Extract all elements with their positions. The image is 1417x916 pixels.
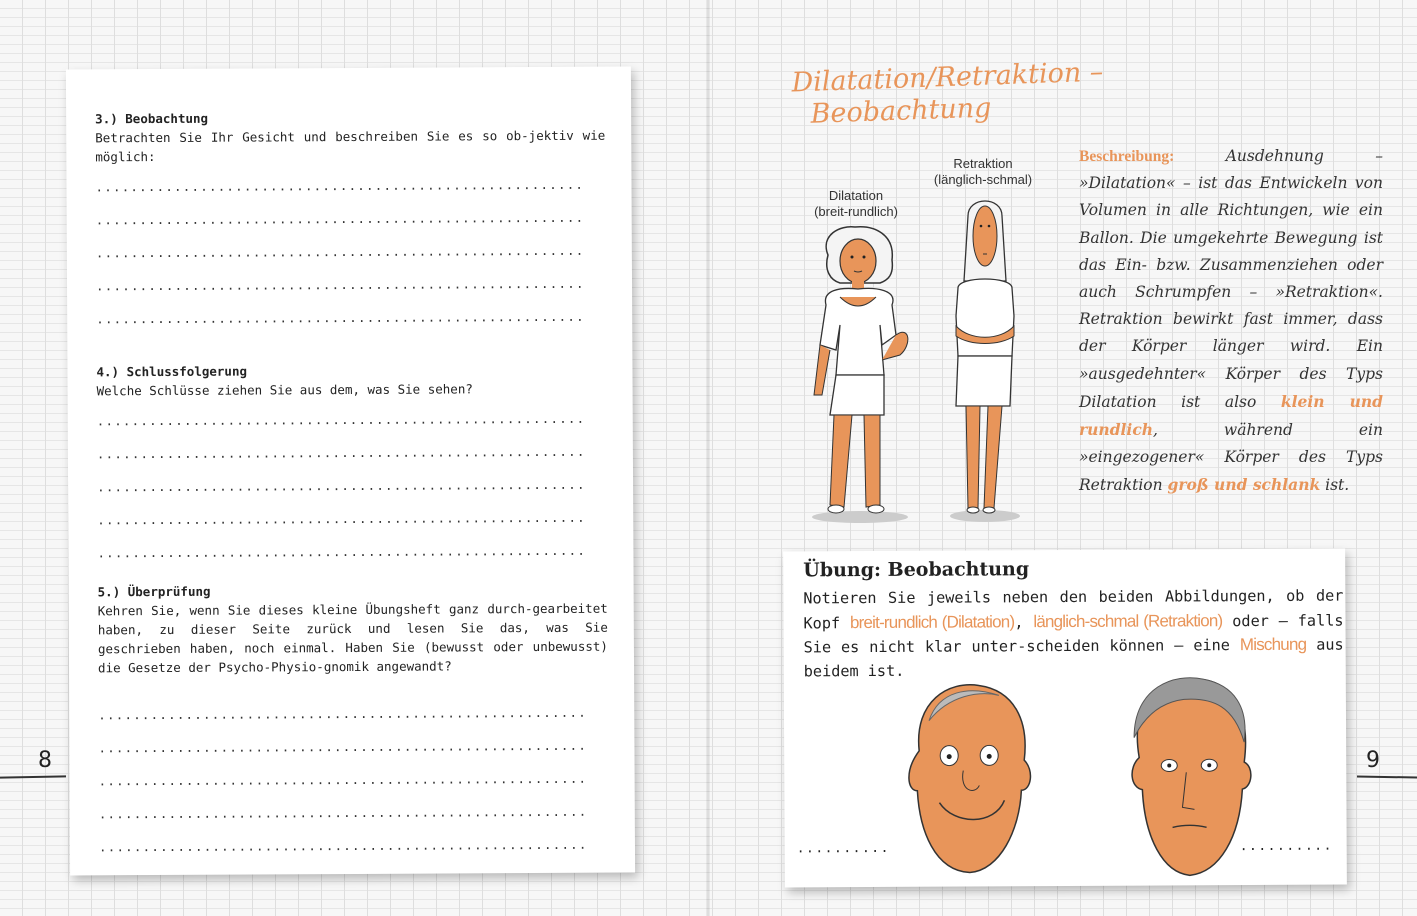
answer-line[interactable]: ........................................................ xyxy=(97,509,586,528)
label-line: (breit-rundlich) xyxy=(814,204,898,219)
exercise-highlight: länglich-schmal (Retraktion) xyxy=(1033,610,1223,631)
exercise-text: , xyxy=(1014,612,1034,631)
exercise-text: aus beidem ist. xyxy=(803,635,1344,680)
section-body: Betrachten Sie Ihr Gesicht und beschreiben Sie es so ob-jektiv wie möglich: xyxy=(95,127,606,165)
page-title xyxy=(791,57,1105,132)
worksheet-paper xyxy=(66,67,635,876)
answer-line[interactable]: ........................................................ xyxy=(98,704,587,723)
long-face-illustration xyxy=(1124,677,1255,883)
description-text: , während ein »eingezogener« Körper des Typs Retraktion xyxy=(1079,421,1383,495)
label-line: (länglich-schmal) xyxy=(933,172,1033,187)
round-face-illustration xyxy=(899,680,1040,881)
exercise-text: Notieren Sie jeweils neben den beiden Abbildungen, ob der Kopf xyxy=(803,586,1344,632)
answer-line[interactable]: ........................................................ xyxy=(95,209,585,228)
answer-line[interactable]: ........................................................ xyxy=(97,476,586,495)
woman-retraktion-illustration xyxy=(940,196,1030,526)
section-heading: 3.) Beobachtung xyxy=(95,110,209,127)
figure-label-dilatation xyxy=(808,188,904,220)
exercise-text: oder – falls Sie es nicht klar unter-scheiden können – eine xyxy=(803,611,1344,657)
answer-field-left[interactable]: .......... xyxy=(796,840,891,857)
section-body: Kehren Sie, wenn Sie dieses kleine Übungsheft ganz durch-gearbeitet haben, zu dieser Seite zurück und lesen Sie das, was Sie geschrieben haben, noch einmal. Haben Sie (bewusst oder unbewusst) die Gesetze der Psycho-Physio-gnomik angewandt? xyxy=(97,600,608,676)
description-text: ist. xyxy=(1320,476,1350,495)
answer-line[interactable]: ........................................................ xyxy=(98,737,588,756)
answer-line[interactable]: ........................................................ xyxy=(98,770,588,789)
exercise-box xyxy=(783,549,1347,888)
exercise-title: Übung: Beobachtung xyxy=(803,558,1030,582)
description-highlight: groß und schlank xyxy=(1167,475,1321,495)
page-edge-line xyxy=(0,775,66,778)
description-paragraph xyxy=(1079,143,1383,500)
title-line-2: Beobachtung xyxy=(810,92,992,130)
woman-dilatation-illustration xyxy=(800,225,920,525)
description-highlight: klein und rundlich xyxy=(1079,391,1383,440)
section-body: Welche Schlüsse ziehen Sie aus dem, was Sie sehen? xyxy=(96,381,473,399)
answer-line[interactable]: ........................................................ xyxy=(95,275,585,294)
answer-line[interactable]: ........................................................ xyxy=(98,836,588,855)
answer-line[interactable]: ........................................................ xyxy=(95,242,585,261)
page-number-left: 8 xyxy=(38,748,52,773)
title-line-1: Dilatation/Retraktion – xyxy=(790,56,1104,99)
section-observation xyxy=(95,107,605,167)
description-text: Ausdehnung – »Dilatation« – ist das Entwickeln von Volumen in alle Richtungen, wie ein Ballon. Die umgekehrte Bewegung ist das Ein- bzw. Zusammenziehen oder auch Schrumpfen – »Retraktion«. Retraktion bewirkt fast immer, dass der Körper länger wird. Ein »ausgedehnter« Körper des Typs Dilatation ist also xyxy=(1079,147,1383,411)
section-review xyxy=(98,580,608,678)
section-conclusion xyxy=(96,360,606,401)
section-heading: 4.) Schlussfolgerung xyxy=(96,363,248,380)
answer-line[interactable]: ........................................................ xyxy=(97,542,587,561)
label-line: Dilatation xyxy=(828,188,884,203)
book-spine xyxy=(706,0,710,916)
exercise-highlight: breit-rundlich (Dilatation) xyxy=(849,611,1015,632)
label-line: Retraktion xyxy=(953,156,1013,171)
answer-line[interactable]: ........................................................ xyxy=(96,308,585,327)
exercise-instructions xyxy=(803,585,1343,684)
figure-label-retraktion xyxy=(928,156,1038,188)
description-lead: Beschreibung: xyxy=(1079,148,1175,165)
answer-field-right[interactable]: .......... xyxy=(1239,838,1333,855)
answer-line[interactable]: ........................................................ xyxy=(96,443,586,462)
page-number-right: 9 xyxy=(1366,748,1380,773)
page-edge-line xyxy=(1357,775,1417,778)
answer-line[interactable]: ........................................................ xyxy=(96,410,586,429)
section-heading: 5.) Überprüfung xyxy=(97,583,211,600)
answer-line[interactable]: ........................................................ xyxy=(95,176,585,195)
exercise-highlight: Mischung xyxy=(1239,634,1307,655)
answer-line[interactable]: ........................................................ xyxy=(98,803,588,822)
